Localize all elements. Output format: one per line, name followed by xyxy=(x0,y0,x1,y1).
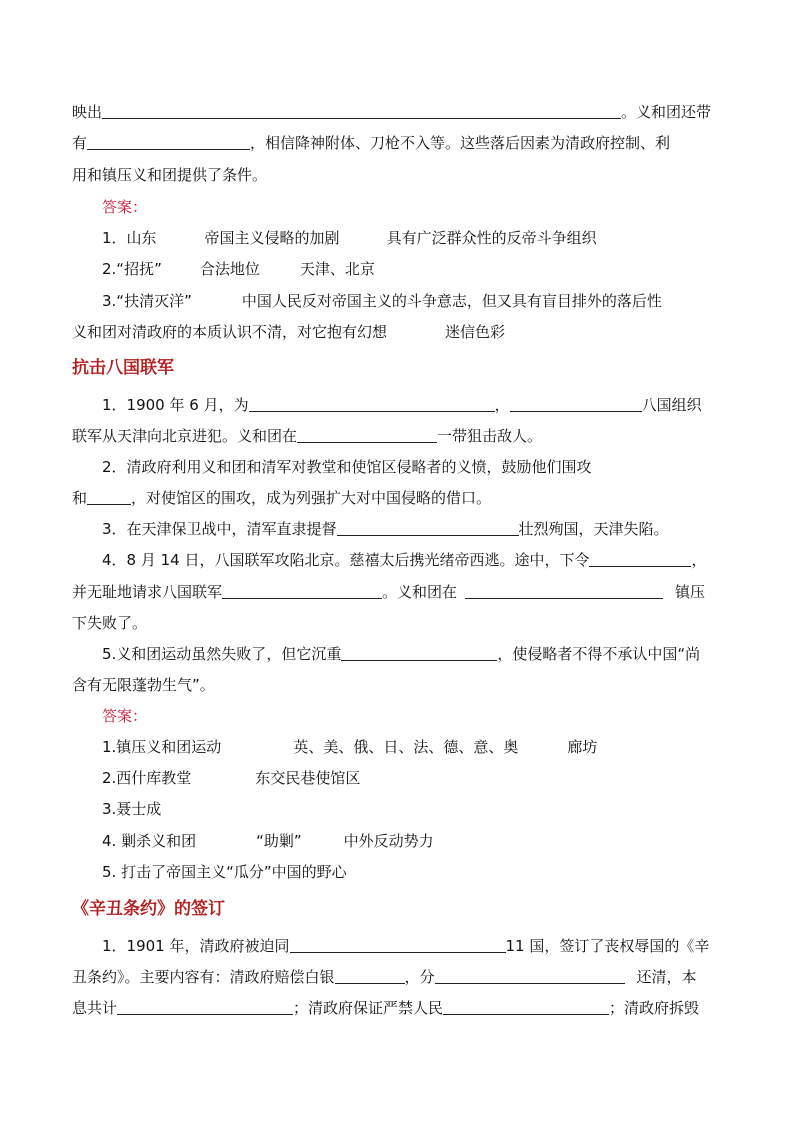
answer-line: 义和团对清政府的本质认识不清，对它抱有幻想 迷信色彩 xyxy=(72,323,506,341)
question-line: 1．1900 年 6 月，为 ， 八国组织 xyxy=(102,396,702,414)
answer-line: 1.镇压义和团运动 英、美、俄、日、法、德、意、奥 廊坊 xyxy=(102,738,598,756)
answer-line: 1．山东 帝国主义侵略的加剧 具有广泛群众性的反帝斗争组织 xyxy=(102,229,597,247)
question-line: 联军从天津向北京进犯。义和团在 一带狙击敌人。 xyxy=(72,427,543,445)
section-heading: 《辛丑条约》的签订 xyxy=(72,899,225,919)
question-line: 下失败了。 xyxy=(72,614,148,632)
text-line: 用和镇压义和团提供了条件。 xyxy=(72,166,268,184)
text-line: 有 ，相信降神附体、刀枪不入等。这些落后因素为清政府控制、利 xyxy=(72,134,671,152)
fill-blank xyxy=(290,936,506,953)
fill-blank xyxy=(87,488,131,505)
question-line: 和 ，对使馆区的围攻，成为列强扩大对中国侵略的借口。 xyxy=(72,489,492,507)
fill-blank xyxy=(589,550,691,567)
answer-line: 2.西什库教堂 东交民巷使馆区 xyxy=(102,769,361,787)
answer-line: 5. 打击了帝国主义“瓜分”中国的野心 xyxy=(102,863,347,881)
answer-line: 2.“招抚” 合法地位 天津、北京 xyxy=(102,260,375,278)
text-line: 映出 。义和团还带 xyxy=(72,103,712,121)
question-line: 5.义和团运动虽然失败了，但它沉重 ，使侵略者不得不承认中国“尚 xyxy=(102,645,701,663)
fill-blank xyxy=(117,998,293,1015)
section-heading: 抗击八国联军 xyxy=(72,358,174,378)
question-line: 并无耻地请求八国联军 。义和团在 镇压 xyxy=(72,583,706,601)
answer-line: 3.“扶清灭洋” 中国人民反对帝国主义的斗争意志，但又具有盲目排外的落后性 xyxy=(102,292,662,310)
question-line: 2．清政府利用义和团和清军对教堂和使馆区侵略者的义愤，鼓励他们围攻 xyxy=(102,458,592,476)
fill-blank xyxy=(297,426,437,443)
fill-blank xyxy=(465,582,663,599)
fill-blank xyxy=(222,582,382,599)
fill-blank xyxy=(510,395,642,412)
question-line: 丑条约》。主要内容有：清政府赔偿白银 ，分 还清，本 xyxy=(72,968,697,986)
answer-label: 答案： xyxy=(102,198,148,216)
answer-line: 4. 剿杀义和团 “助剿” 中外反动势力 xyxy=(102,832,434,850)
fill-blank xyxy=(335,967,405,984)
question-line: 4．8 月 14 日，八国联军攻陷北京。慈禧太后携光绪帝西逃。途中，下令 ， xyxy=(102,551,707,569)
fill-blank xyxy=(249,395,495,412)
question-line: 含有无限蓬勃生气”。 xyxy=(72,676,215,694)
answer-line: 3.聂士成 xyxy=(102,800,162,818)
question-line: 3．在天津保卫战中，清军直隶提督 壮烈殉国，天津失陷。 xyxy=(102,520,669,538)
fill-blank xyxy=(341,644,497,661)
fill-blank xyxy=(337,519,519,536)
fill-blank xyxy=(435,967,625,984)
question-line: 息共计 ；清政府保证严禁人民 ；清政府拆毁 xyxy=(72,999,700,1017)
fill-blank xyxy=(443,998,609,1015)
question-line: 1．1901 年，清政府被迫同 11 国，签订了丧权辱国的《辛 xyxy=(102,937,710,955)
fill-blank xyxy=(102,102,621,119)
fill-blank xyxy=(87,133,250,150)
answer-label: 答案： xyxy=(102,707,148,725)
